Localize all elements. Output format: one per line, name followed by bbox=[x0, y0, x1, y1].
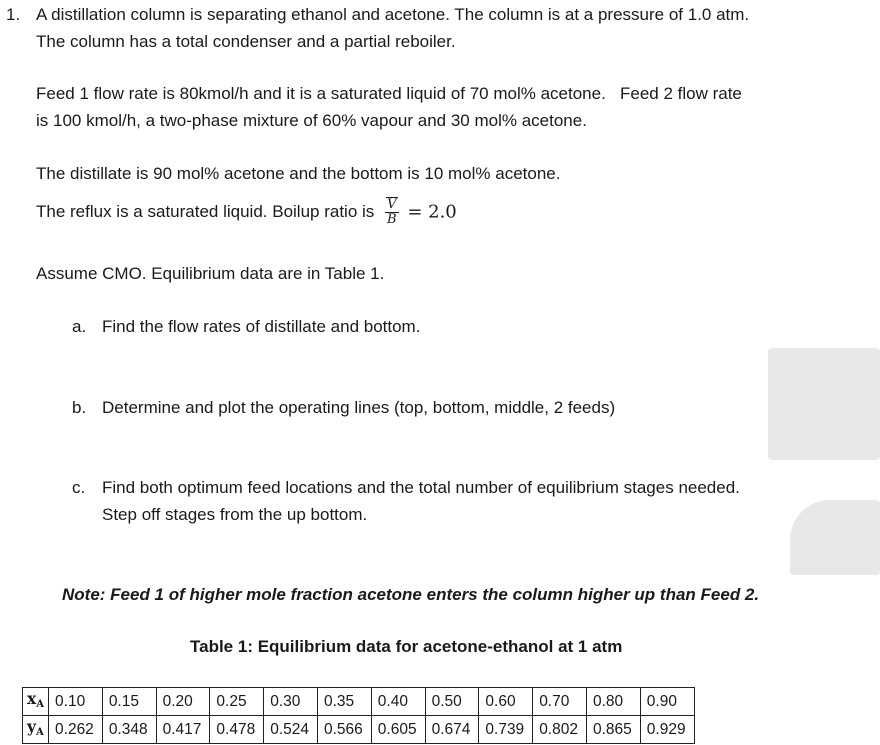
reflux-line bbox=[36, 190, 457, 235]
feed-line-2: is 100 kmol/h, a two-phase mixture of 60% vapour and 30 mol% acetone. bbox=[36, 111, 587, 130]
part-b-text: Determine and plot the operating lines (top, bottom, middle, 2 feeds) bbox=[102, 398, 616, 417]
table-cell: 0.739 bbox=[479, 716, 533, 744]
boilup-numerator: V bbox=[387, 197, 397, 213]
table-row-x bbox=[23, 688, 695, 716]
table-cell: 0.417 bbox=[156, 716, 210, 744]
table-cell: 0.524 bbox=[264, 716, 318, 744]
table-cell: 0.35 bbox=[318, 688, 372, 716]
table-cell: 0.566 bbox=[318, 716, 372, 744]
table-cell: 0.262 bbox=[49, 716, 103, 744]
row-label-y: $y_A$ bbox=[23, 716, 49, 744]
table-cell: 0.50 bbox=[425, 688, 479, 716]
watermark-decoration-lower bbox=[790, 500, 880, 575]
intro-line-2: The column has a total condenser and a partial reboiler. bbox=[36, 32, 456, 51]
table-cell: 0.605 bbox=[371, 716, 425, 744]
part-c-label: c. bbox=[72, 478, 86, 497]
table-cell: 0.20 bbox=[156, 688, 210, 716]
question-number: 1. bbox=[6, 5, 21, 24]
part-a-text: Find the flow rates of distillate and bottom. bbox=[102, 317, 421, 336]
table-cell: 0.80 bbox=[586, 688, 640, 716]
table-cell: 0.478 bbox=[210, 716, 264, 744]
part-a-label: a. bbox=[72, 317, 87, 336]
table-cell: 0.25 bbox=[210, 688, 264, 716]
part-c-text-2: Step off stages from the up bottom. bbox=[102, 505, 368, 524]
table-cell: 0.70 bbox=[533, 688, 587, 716]
table-cell: 0.10 bbox=[49, 688, 103, 716]
distillate-line: The distillate is 90 mol% acetone and the bottom is 10 mol% acetone. bbox=[36, 164, 561, 183]
watermark-decoration bbox=[768, 348, 880, 460]
table-cell: 0.90 bbox=[640, 688, 694, 716]
equilibrium-table bbox=[22, 687, 695, 744]
table-cell: 0.674 bbox=[425, 716, 479, 744]
table-cell: 0.348 bbox=[102, 716, 156, 744]
feed-line-1: Feed 1 flow rate is 80kmol/h and it is a saturated liquid of 70 mol% acetone. Feed 2 flow rate bbox=[36, 84, 742, 103]
row-label-x: $x_A$ bbox=[23, 688, 49, 716]
table-cell: 0.40 bbox=[371, 688, 425, 716]
boilup-denominator: B bbox=[387, 212, 397, 228]
table-cell: 0.60 bbox=[479, 688, 533, 716]
part-b-label: b. bbox=[72, 398, 87, 417]
boilup-ratio-fraction bbox=[385, 198, 399, 227]
table-caption: Table 1: Equilibrium data for acetone-ethanol at 1 atm bbox=[190, 637, 623, 656]
table-row-y bbox=[23, 716, 695, 744]
table-cell: 0.30 bbox=[264, 688, 318, 716]
table-cell: 0.929 bbox=[640, 716, 694, 744]
intro-line-1: A distillation column is separating ethanol and acetone. The column is at a pressure of 1.0 atm. bbox=[36, 5, 750, 24]
table-cell: 0.15 bbox=[102, 688, 156, 716]
table-cell: 0.865 bbox=[586, 716, 640, 744]
assume-line: Assume CMO. Equilibrium data are in Table 1. bbox=[36, 264, 385, 283]
boilup-value: = 2.0 bbox=[407, 201, 457, 223]
note: Note: Feed 1 of higher mole fraction acetone enters the column higher up than Feed 2. bbox=[62, 585, 760, 604]
part-c-text-1: Find both optimum feed locations and the total number of equilibrium stages needed. bbox=[102, 478, 740, 497]
reflux-text: The reflux is a saturated liquid. Boilup ratio is bbox=[36, 202, 375, 221]
table-cell: 0.802 bbox=[533, 716, 587, 744]
